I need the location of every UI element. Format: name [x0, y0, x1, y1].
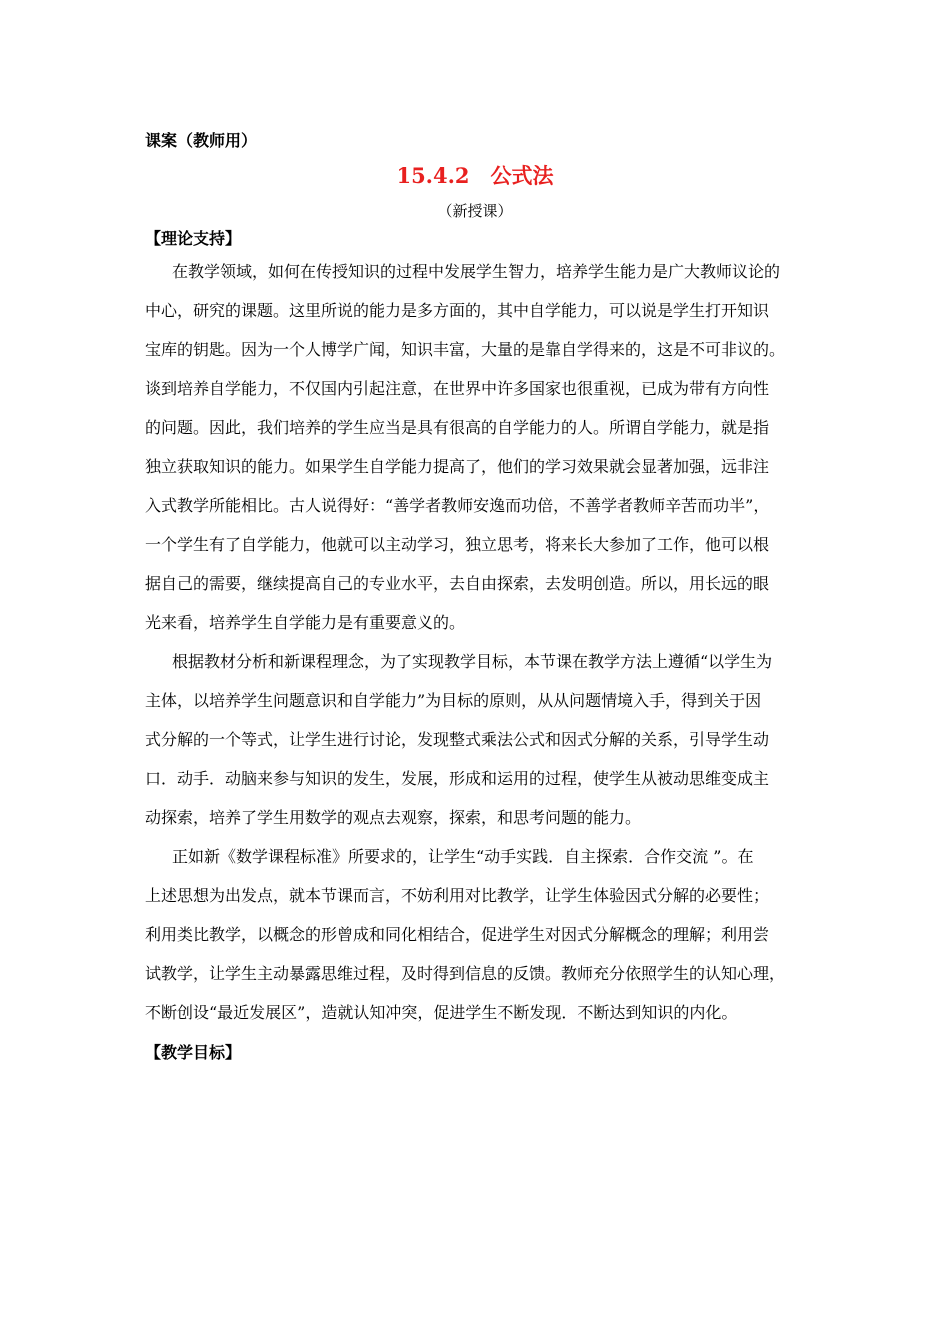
- paragraph-line: 光来看，培养学生自学能力是有重要意义的。: [145, 613, 466, 632]
- lesson-subtitle: （新授课）: [437, 202, 513, 220]
- lesson-title: 15.4.2 公式法: [396, 163, 554, 188]
- paragraph-line: 口．动手．动脑来参与知识的发生，发展，形成和运用的过程，使学生从被动思维变成主: [145, 769, 770, 788]
- paragraph-line: 利用类比教学，以概念的形曾成和同化相结合，促进学生对因式分解概念的理解；利用尝: [145, 925, 770, 944]
- paragraph-line: 独立获取知识的能力。如果学生自学能力提高了，他们的学习效果就会显著加强，远非注: [145, 457, 770, 476]
- paragraph-line: 不断创设“最近发展区”，造就认知冲突，促进学生不断发现．不断达到知识的内化。: [145, 1003, 738, 1022]
- paragraph-line: 入式教学所能相比。古人说得好：“善学者教师安逸而功倍，不善学者教师辛苦而功半”，: [145, 496, 770, 515]
- paragraph-line: 动探索，培养了学生用数学的观点去观察，探索，和思考问题的能力。: [145, 808, 642, 827]
- paragraph-line: 试教学，让学生主动暴露思维过程，及时得到信息的反馈。教师充分依照学生的认知心理，: [145, 964, 786, 983]
- paragraph-line: 主体，以培养学生问题意识和自学能力”为目标的原则，从从问题情境入手，得到关于因: [145, 691, 762, 710]
- paragraph-line: 一个学生有了自学能力，他就可以主动学习，独立思考，将来长大参加了工作，他可以根: [145, 535, 770, 554]
- paragraph-line: 在教学领域，如何在传授知识的过程中发展学生智力，培养学生能力是广大教师议论的: [172, 262, 781, 281]
- header-label: 课案（教师用）: [145, 131, 258, 150]
- paragraph-line: 正如新《数学课程标准》所要求的，让学生“动手实践．自主探索．合作交流 ”。在: [172, 847, 754, 866]
- paragraph-line: 宝库的钥匙。因为一个人博学广闻，知识丰富，大量的是靠自学得来的，这是不可非议的。: [145, 340, 786, 359]
- paragraph-line: 谈到培养自学能力，不仅国内引起注意，在世界中许多国家也很重视，已成为带有方向性: [145, 379, 770, 398]
- paragraph-line: 式分解的一个等式，让学生进行讨论，发现整式乘法公式和因式分解的关系，引导学生动: [145, 730, 770, 749]
- section-heading-theory: 【理论支持】: [145, 229, 242, 248]
- paragraph-line: 的问题。因此，我们培养的学生应当是具有很高的自学能力的人。所谓自学能力，就是指: [145, 418, 770, 437]
- paragraph-line: 根据教材分析和新课程理念，为了实现教学目标，本节课在教学方法上遵循“以学生为: [172, 652, 773, 671]
- paragraph-line: 据自己的需要，继续提高自己的专业水平，去自由探索，去发明创造。所以，用长远的眼: [145, 574, 770, 593]
- paragraph-line: 上述思想为出发点，就本节课而言，不妨利用对比教学，让学生体验因式分解的必要性；: [145, 886, 770, 905]
- section-heading-objectives: 【教学目标】: [145, 1043, 242, 1062]
- paragraph-line: 中心，研究的课题。这里所说的能力是多方面的，其中自学能力，可以说是学生打开知识: [145, 301, 770, 320]
